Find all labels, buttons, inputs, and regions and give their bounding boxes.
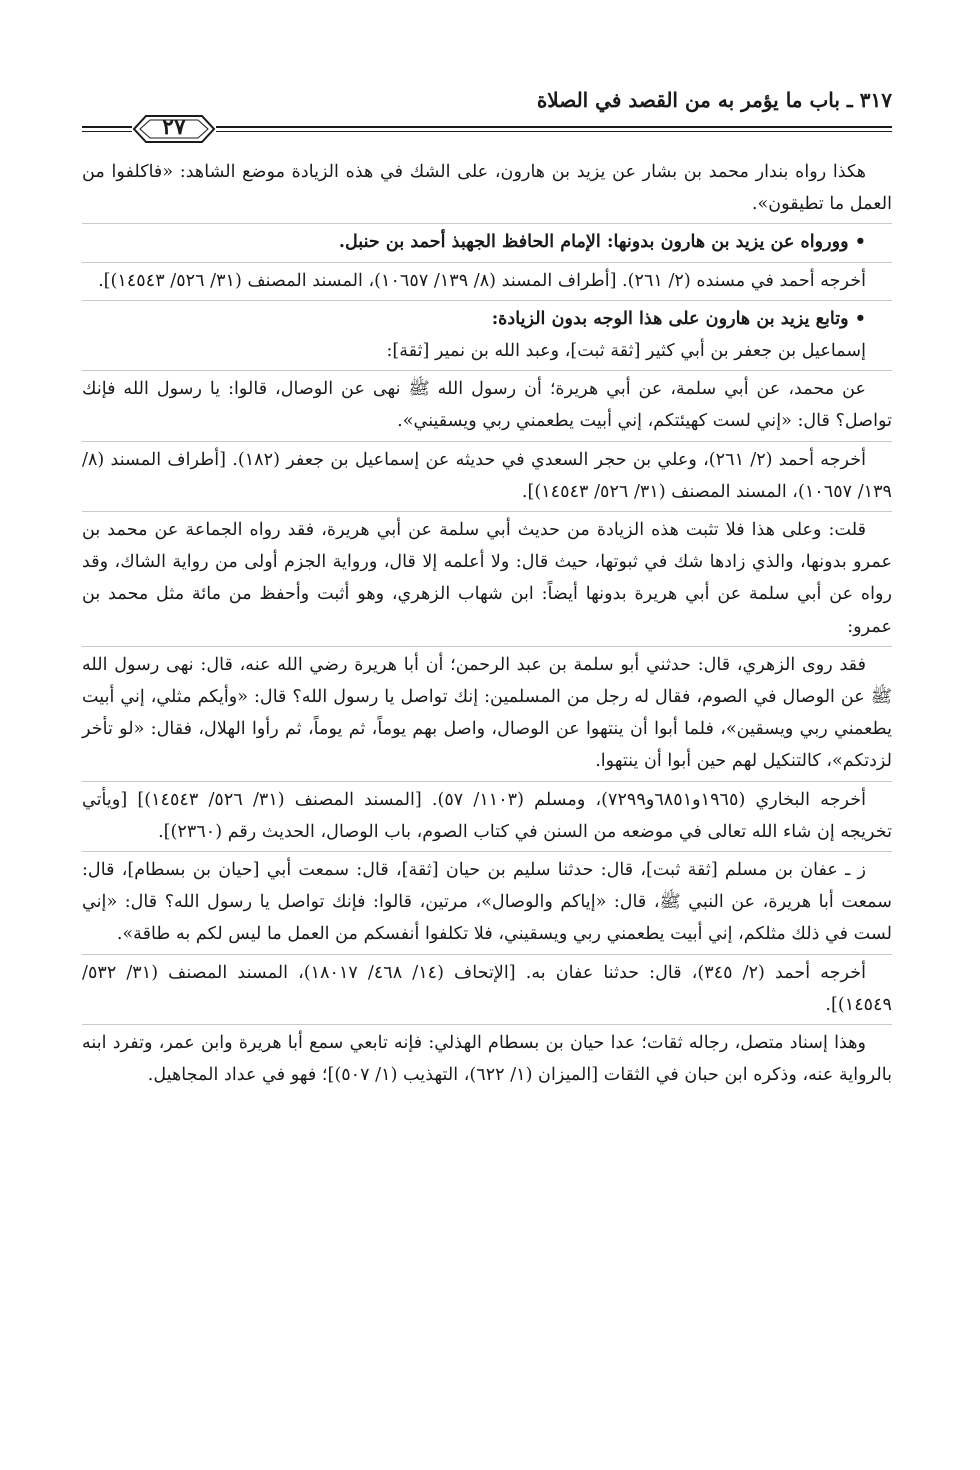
divider xyxy=(82,300,892,301)
divider xyxy=(82,262,892,263)
page-number-badge xyxy=(132,112,216,146)
paragraph: عن محمد، عن أبي سلمة، عن أبي هريرة؛ أن رسول الله ﷺ نهى عن الوصال، قالوا: يا رسول الله فإنك تواصل؟ قال: «إني لست كهيئتكم، إني أبيت يطعمني ربي ويسقيني». xyxy=(82,379,892,432)
paragraph: • وورواه عن يزيد بن هارون بدونها: الإمام الحافظ الجهبذ أحمد بن حنبل. xyxy=(82,226,892,258)
paragraph: أخرجه أحمد (٢/ ٣٤٥)، قال: حدثنا عفان به. [الإتحاف (١٤/ ٤٦٨/ ١٨٠١٧)، المسند المصنف (٣١/ ٥٣٢/ ١٤٥٤٩)]. xyxy=(82,962,892,1015)
divider xyxy=(82,851,892,852)
divider xyxy=(82,223,892,224)
divider xyxy=(82,646,892,647)
body-text xyxy=(82,156,892,1091)
divider xyxy=(82,954,892,955)
divider xyxy=(82,370,892,371)
paragraph: إسماعيل بن جعفر بن أبي كثير [ثقة ثبت]، وعبد الله بن نمير [ثقة]: xyxy=(386,341,866,362)
divider xyxy=(82,781,892,782)
paragraph: هكذا رواه بندار محمد بن بشار عن يزيد بن هارون، على الشك في هذه الزيادة موضع الشاهد: «فاكلفوا من العمل ما تطيقون». xyxy=(82,162,892,215)
divider xyxy=(82,441,892,442)
paragraph: أخرجه البخاري (١٩٦٥و٦٨٥١و٧٢٩٩)، ومسلم (١١٠٣/ ٥٧). [المسند المصنف (٣١/ ٥٢٦/ ١٤٥٤٣)] [ويأتي تخريجه إن شاء الله تعالى في موضعه من السنن في كتاب الصوم، باب الوصال، الحديث رقم (٢٣٦٠)]. xyxy=(82,789,892,842)
paragraph: فقد روى الزهري، قال: حدثني أبو سلمة بن عبد الرحمن؛ أن أبا هريرة رضي الله عنه، قال: نهى رسول الله ﷺ عن الوصال في الصوم، فقال له رجل من المسلمين: إنك تواصل يا رسول الله؟ قال: «وأيكم مثلي، إني أبيت يطعمني ربي ويسقين»، فلما أبوا أن ينتهوا عن الوصال، واصل بهم يوماً، ثم يوماً، ثم رأوا الهلال، فقال: «لو تأخر لزدتكم»، كالتنكيل لهم حين أبوا أن ينتهوا. xyxy=(82,654,892,772)
paragraph: أخرجه أحمد (٢/ ٢٦١)، وعلي بن حجر السعدي في حديثه عن إسماعيل بن جعفر (١٨٢). [أطراف المسند (٨/ ١٣٩/ ١٠٦٥٧)، المسند المصنف (٣١/ ٥٢٦/ ١٤٥٤٣)]. xyxy=(82,449,892,502)
page-number: ٢٧ xyxy=(162,114,186,140)
page xyxy=(82,86,892,1091)
paragraph: • وتابع يزيد بن هارون على هذا الوجه بدون الزيادة: xyxy=(82,303,892,335)
paragraph: قلت: وعلى هذا فلا تثبت هذه الزيادة من حديث أبي سلمة عن أبي هريرة، فقد رواه الجماعة عن محمد بن عمرو بدونها، والذي زادها شك في ثبوتها، حيث قال: ولا أعلمه إلا قال، ورواية الجزم أولى من رواية الشاك، وقد رواه عن أبي سلمة عن أبي هريرة بدونها أيضاً: ابن شهاب الزهري، وهو أثبت وأحفظ من مائة مثل محمد بن عمرو: xyxy=(82,520,892,637)
page-header xyxy=(82,86,892,156)
paragraph: أخرجه أحمد في مسنده (٢/ ٢٦١). [أطراف المسند (٨/ ١٣٩/ ١٠٦٥٧)، المسند المصنف (٣١/ ٥٢٦/ ١٤٥٤٣)]. xyxy=(98,270,866,291)
paragraph: وهذا إسناد متصل، رجاله ثقات؛ عدا حيان بن بسطام الهذلي: فإنه تابعي سمع أبا هريرة وابن عمر، وتفرد ابنه بالرواية عنه، وذكره ابن حبان في الثقات [الميزان (١/ ٦٢٢)، التهذيب (١/ ٥٠٧)]؛ فهو في عداد المجاهيل. xyxy=(82,1033,892,1086)
divider xyxy=(82,511,892,512)
chapter-title: ٣١٧ ـ باب ما يؤمر به من القصد في الصلاة xyxy=(536,88,892,112)
divider xyxy=(82,1024,892,1025)
paragraph: ز ـ عفان بن مسلم [ثقة ثبت]، قال: حدثنا سليم بن حيان [ثقة]، قال: سمعت أبي [حيان بن بسطام]، قال: سمعت أبا هريرة، عن النبي ﷺ، قال: «إياكم والوصال»، مرتين، قالوا: فإنك تواصل يا رسول الله؟ قال: «إني لست في ذلك مثلكم، إني أبيت يطعمني ربي ويسقيني، فلا تكلفوا أنفسكم من العمل ما ليس لكم به طاقة». xyxy=(82,860,892,945)
